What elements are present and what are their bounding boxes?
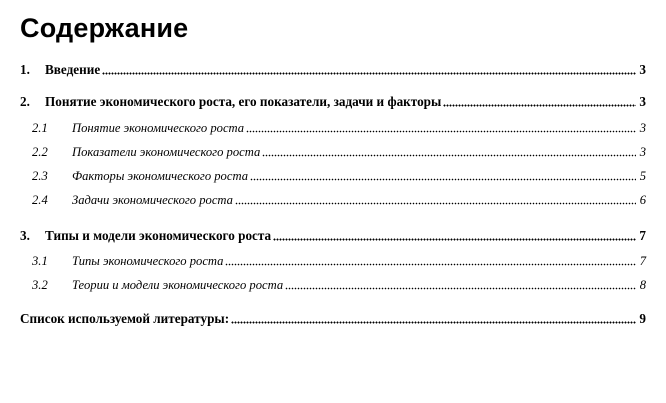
toc-entry-concept[interactable] xyxy=(20,120,646,137)
toc-entry-label: Теории и модели экономического роста xyxy=(72,278,284,292)
toc-entry-number: 2.3 xyxy=(32,169,48,183)
toc-entry-number: 2.2 xyxy=(32,145,48,159)
toc-entry-label: Типы экономического роста xyxy=(72,254,224,268)
toc-entry-label: Понятие экономического роста, его показатели, задачи и факторы xyxy=(45,94,442,109)
toc-entry-factors[interactable] xyxy=(20,168,646,185)
toc-entry-label: Типы и модели экономического роста xyxy=(45,228,272,243)
toc-entry-concept-indicators-tasks-factors[interactable] xyxy=(20,93,646,111)
toc-entry-number: 3.2 xyxy=(32,278,48,292)
toc-entry-page-number: 8 xyxy=(639,278,646,292)
toc-entry-label: Введение xyxy=(45,62,101,77)
toc-entry-label: Список используемой литературы: xyxy=(20,311,230,326)
dot-leader xyxy=(225,262,636,266)
toc-entry-label: Показатели экономического роста xyxy=(72,145,261,159)
dot-leader xyxy=(262,153,636,157)
dot-leader xyxy=(443,103,636,107)
toc-entry-label: Факторы экономического роста xyxy=(72,169,248,183)
toc-entry-number: 3. xyxy=(20,228,30,243)
toc-entry-label: Понятие экономического роста xyxy=(72,121,245,135)
toc-entry-number: 2.1 xyxy=(32,121,48,135)
toc-entry-page-number: 5 xyxy=(639,169,646,183)
toc-entry-number: 2. xyxy=(20,94,30,109)
toc-entry-label: Задачи экономического роста xyxy=(72,193,233,207)
dot-leader xyxy=(273,237,636,241)
toc-entry-theories-and-models[interactable] xyxy=(20,277,646,294)
toc-entry-page-number: 7 xyxy=(639,254,646,268)
toc-entry-indicators[interactable] xyxy=(20,144,646,161)
dot-leader xyxy=(285,286,636,290)
toc-entry-references[interactable] xyxy=(20,310,646,328)
dot-leader xyxy=(231,320,636,324)
toc-entry-page-number: 3 xyxy=(639,121,646,135)
toc-entry-page-number: 3 xyxy=(639,94,646,109)
toc-entry-page-number: 3 xyxy=(639,145,646,159)
dot-leader xyxy=(246,129,636,133)
toc-entry-number: 3.1 xyxy=(32,254,48,268)
page-title: Содержание xyxy=(20,13,189,43)
dot-leader xyxy=(250,177,636,181)
toc-entry-page-number: 6 xyxy=(639,193,646,207)
toc-entry-types[interactable] xyxy=(20,253,646,270)
toc-entry-number: 1. xyxy=(20,62,30,77)
dot-leader xyxy=(235,201,636,205)
toc-entry-types-and-models[interactable] xyxy=(20,227,646,245)
toc-entry-number: 2.4 xyxy=(32,193,48,207)
dot-leader xyxy=(102,71,636,75)
toc-entry-introduction[interactable] xyxy=(20,61,646,79)
document-page xyxy=(20,0,646,403)
toc-entry-page-number: 3 xyxy=(639,62,646,77)
toc-entry-page-number: 9 xyxy=(639,311,646,326)
toc-entry-tasks[interactable] xyxy=(20,192,646,209)
toc-entry-page-number: 7 xyxy=(639,228,646,243)
